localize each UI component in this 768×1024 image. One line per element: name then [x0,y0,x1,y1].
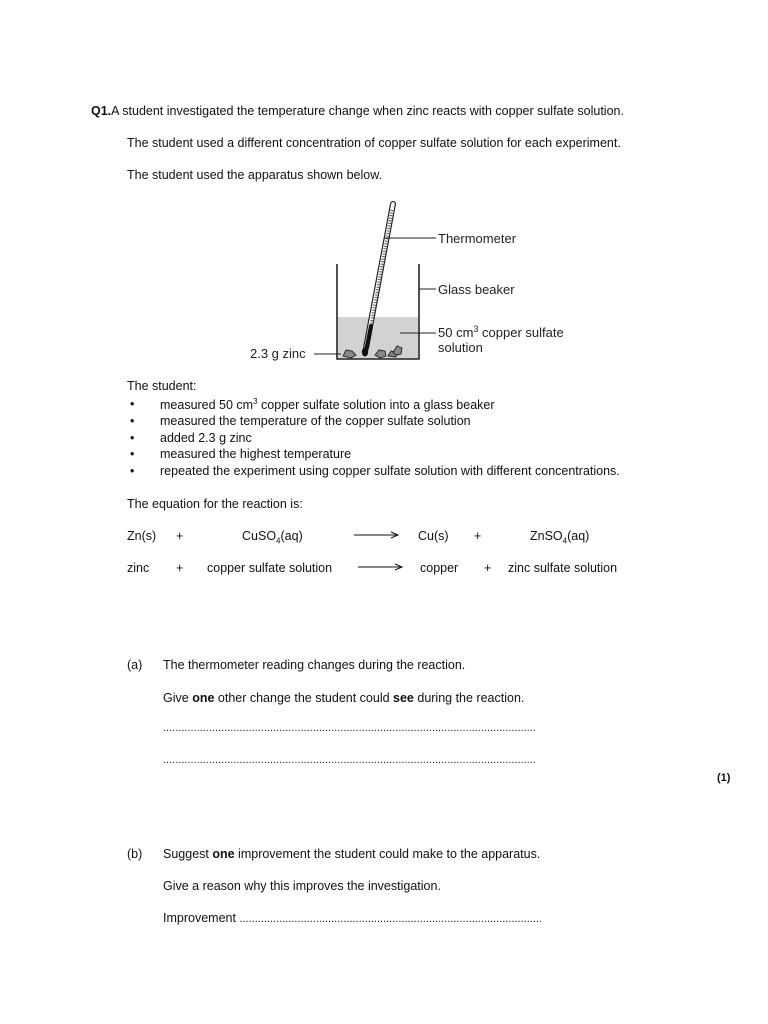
solution-label-part-a: 50 cm [438,325,474,340]
solution-label-line-2: solution [438,340,483,355]
equation-intro: The equation for the reaction is: [127,497,303,511]
method-step-3: added 2.3 g zinc [160,431,252,445]
symbol-zinc-sulfate-state: (aq) [567,529,590,543]
symbol-copper-sulfate-main: CuSO [242,529,277,543]
word-copper: copper [420,561,459,575]
question-line-2: The student used a different concentration of copper sulfate solution for each experiment. [127,136,621,150]
word-plus-2: + [484,561,492,575]
zinc-label: 2.3 g zinc [250,346,306,361]
part-a-line-2 [163,691,524,705]
solution-label-line-1 [438,324,564,340]
part-b-bold-one: one [212,847,235,861]
method-step-2: measured the temperature of the copper sulfate solution [160,414,471,428]
part-a-bold-see: see [393,691,414,705]
symbol-copper-sulfate-subscript: 4 [276,536,281,546]
part-b-label: (b) [127,847,143,861]
part-a-line-2-pre: Give [163,691,193,705]
bullet-icon: • [130,464,135,478]
solution-label-superscript: 3 [473,324,479,334]
apparatus-diagram [240,196,590,368]
part-a-answer-line-2[interactable]: .......................................................................................................................... [163,754,536,766]
part-b-line-1-pre: Suggest [163,847,213,861]
improvement-answer-line[interactable]: ................................................................................................... [239,913,542,925]
question-number: Q1. [91,104,112,118]
symbol-copper-sulfate-state: (aq) [280,529,303,543]
symbol-zinc-sulfate [530,529,589,546]
part-b-line-1-post: improvement the student could make to the apparatus. [234,847,541,861]
word-reaction-arrow-icon [358,562,404,572]
question-line-3: The student used the apparatus shown below. [127,168,383,182]
part-a-label: (a) [127,658,143,672]
part-b-improvement-row [163,911,542,925]
symbol-zinc: Zn(s) [127,529,157,543]
method-step-1-superscript: 3 [253,397,258,406]
part-b-line-1 [163,847,540,861]
symbol-zinc-sulfate-subscript: 4 [562,536,568,546]
method-step-5: repeated the experiment using copper sulfate solution with different concentrations. [160,464,620,478]
method-heading: The student: [127,379,197,393]
method-step-4: measured the highest temperature [160,447,352,461]
bullet-icon: • [130,431,135,445]
method-step-1-text-b: copper sulfate solution into a glass beaker [257,398,495,413]
part-a-line-2-post: during the reaction. [413,691,525,705]
symbol-copper: Cu(s) [418,529,449,543]
symbol-plus-1: + [176,529,184,543]
symbol-copper-sulfate [242,529,303,546]
part-a-marks: (1) [717,772,731,784]
part-a-line-2-mid: other change the student could [214,691,394,705]
bullet-icon: • [130,397,135,411]
method-step-1-text-a: measured 50 cm [160,398,254,413]
reaction-arrow-icon [354,530,400,540]
symbol-plus-2: + [474,529,482,543]
word-plus-1: + [176,561,184,575]
method-step-1 [160,397,495,412]
part-b-line-2: Give a reason why this improves the investigation. [163,879,441,893]
question-intro-text: A student investigated the temperature change when zinc reacts with copper sulfate solution. [111,104,624,118]
part-a-bold-one: one [192,691,215,705]
question-intro [91,104,624,118]
word-copper-sulfate: copper sulfate solution [207,561,333,575]
bullet-icon: • [130,447,135,461]
glass-beaker-label: Glass beaker [438,282,515,297]
bullet-icon: • [130,414,135,428]
symbol-zinc-sulfate-main: ZnSO [530,529,563,543]
thermometer-label: Thermometer [438,231,517,246]
part-a-answer-line-1[interactable]: .......................................................................................................................... [163,722,536,734]
improvement-label: Improvement [163,911,240,925]
word-zinc: zinc [127,561,150,575]
part-a-line-1: The thermometer reading changes during the reaction. [163,658,466,672]
solution-label-part-b: copper sulfate [478,325,564,340]
word-zinc-sulfate: zinc sulfate solution [508,561,618,575]
